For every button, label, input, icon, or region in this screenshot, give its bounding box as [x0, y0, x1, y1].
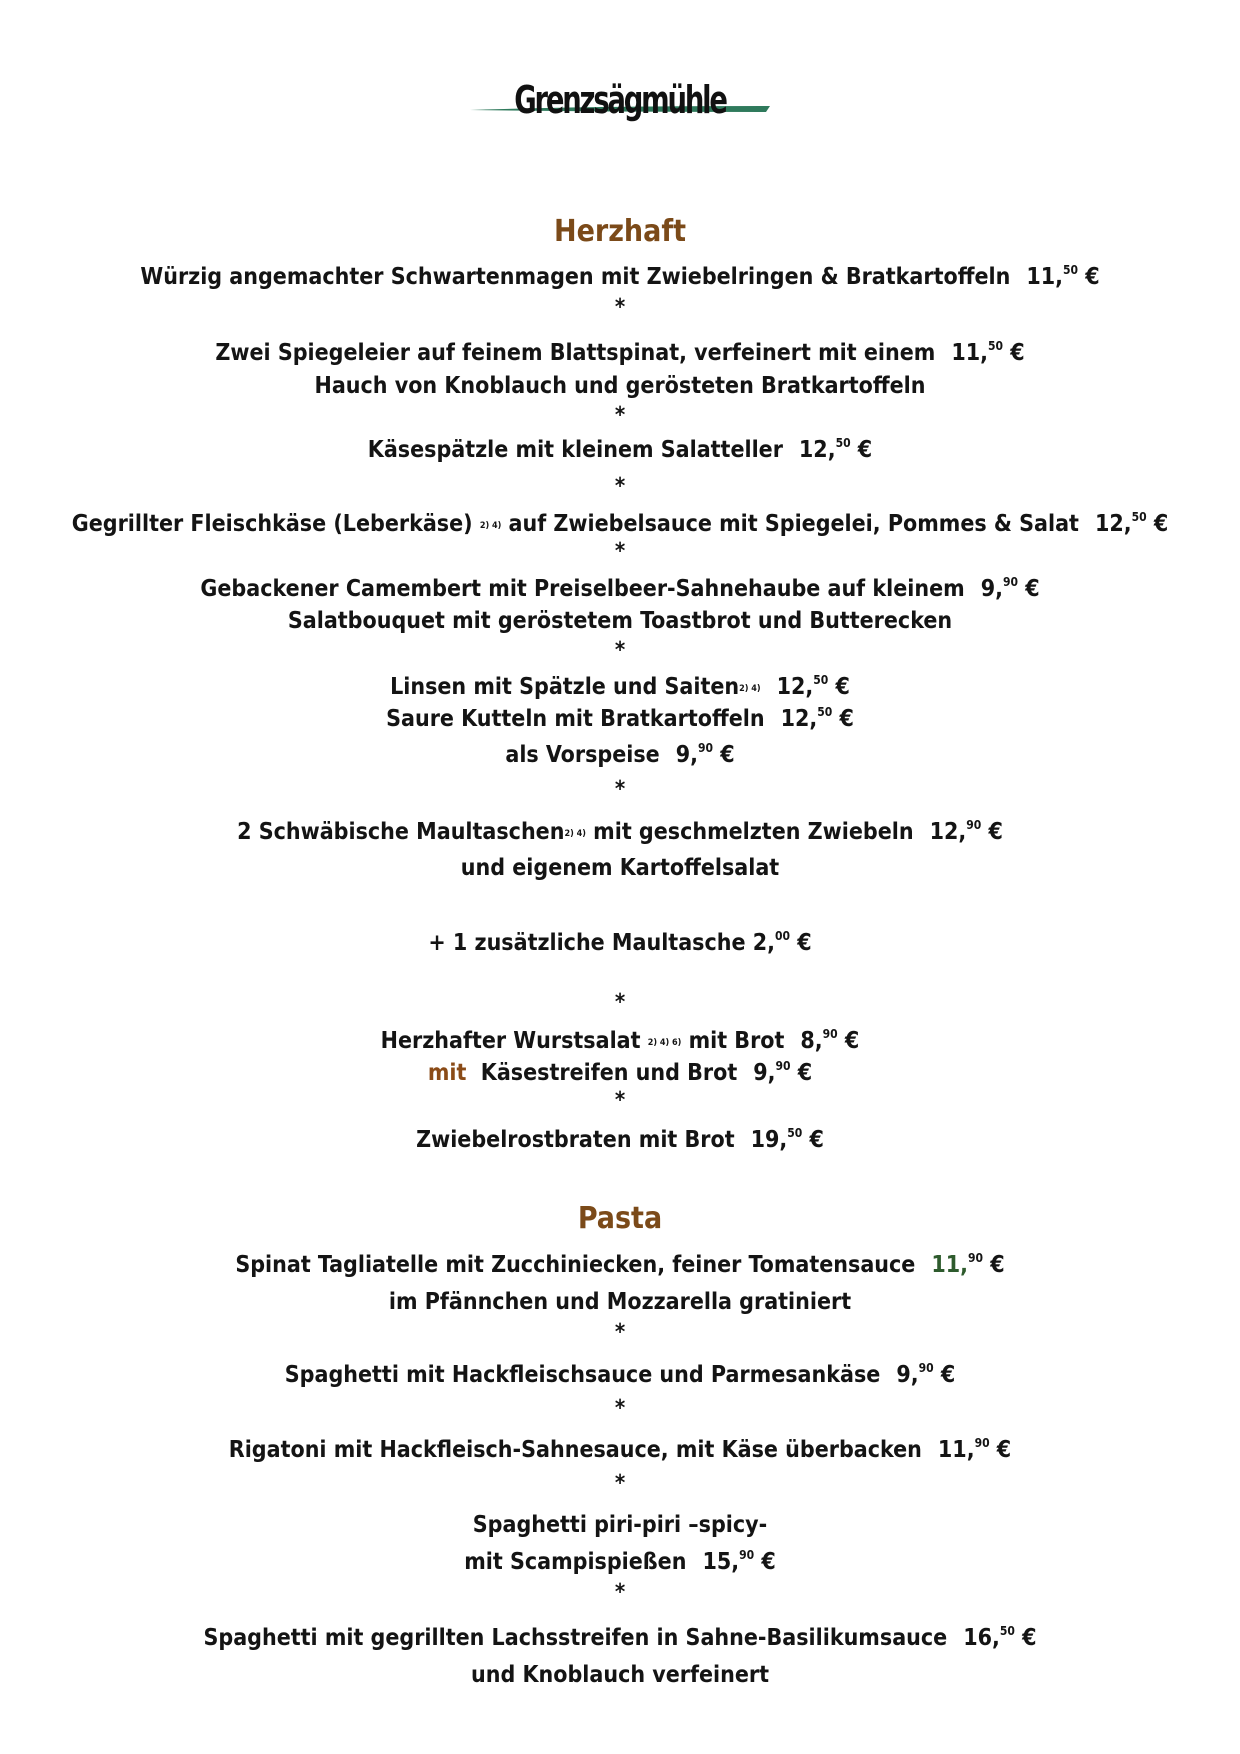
- item-price: 11,50 €: [951, 339, 1025, 366]
- item-price: 12,50 €: [798, 436, 873, 463]
- menu-item: + 1 zusätzliche Maultasche 2,00 €: [428, 929, 812, 956]
- item-text: Spinat Tagliatelle mit Zucchiniecken, feiner Tomatensauce: [235, 1252, 916, 1278]
- item-price: 12,90 €: [929, 818, 1003, 845]
- separator-star: *: [614, 777, 626, 802]
- item-price: 9,90 €: [896, 1361, 956, 1388]
- item-price: 12,50 €: [776, 673, 850, 700]
- separator-star: *: [614, 1320, 626, 1345]
- item-text: Saure Kutteln mit Bratkartoffeln: [386, 706, 765, 732]
- menu-item: [0, 1026, 1240, 1056]
- menu-item: [0, 262, 1240, 292]
- footnote: 2) 4): [564, 829, 586, 839]
- item-text: Spaghetti piri-piri –spicy-: [472, 1512, 768, 1538]
- item-text: Gegrillter Fleischkäse (Leberkäse): [71, 511, 473, 537]
- section-heading-pasta: Pasta: [577, 1201, 663, 1236]
- item-text: Spaghetti mit gegrillten Lachsstreifen in Sahne-Basilikumsauce: [203, 1625, 948, 1651]
- item-price: 16,50 €: [963, 1624, 1037, 1651]
- footnote: 2) 4): [739, 684, 761, 694]
- item-text: mit geschmelzten Zwiebeln: [593, 819, 914, 845]
- menu-item: [0, 817, 1240, 847]
- item-text: mit Brot: [688, 1028, 785, 1054]
- separator-star: *: [614, 638, 626, 663]
- section-heading-herzhaft: Herzhaft: [554, 214, 686, 249]
- item-text: als Vorspeise: [505, 742, 660, 768]
- menu-item: [0, 338, 1240, 368]
- menu-item: [0, 1510, 1240, 1540]
- menu-item: [0, 1058, 1240, 1088]
- item-price: 9,90 €: [675, 741, 735, 768]
- separator-star: *: [614, 295, 626, 320]
- item-price: 11,90 €: [931, 1251, 1005, 1278]
- separator-star: *: [614, 1396, 626, 1421]
- menu-item: [0, 1547, 1240, 1577]
- separator-star: *: [614, 1471, 626, 1496]
- item-text: Käsestreifen und Brot: [480, 1060, 738, 1086]
- item-price: 11,90 €: [937, 1436, 1012, 1463]
- item-text: + 1 zusätzliche Maultasche 2,: [428, 930, 775, 956]
- item-text: Zwei Spiegeleier auf feinem Blattspinat, verfeinert mit einem: [215, 340, 936, 366]
- footnote: 2) 4) 6): [647, 1038, 682, 1048]
- item-price: 12,50 €: [1094, 510, 1169, 537]
- item-text: Käsespätzle mit kleinem Salatteller: [367, 437, 783, 463]
- item-text: Gebackener Camembert mit Preiselbeer-Sahnehaube auf kleinem: [200, 576, 965, 602]
- item-text: Rigatoni mit Hackfleisch-Sahnesauce, mit Käse überbacken: [228, 1437, 922, 1463]
- item-text: Würzig angemachter Schwartenmagen mit Zwiebelringen & Bratkartoffeln: [140, 264, 1011, 290]
- item-text-line2: und Knoblauch verfeinert: [471, 1662, 769, 1688]
- item-text: Zwiebelrostbraten mit Brot: [416, 1127, 735, 1153]
- item-price: 9,90 €: [980, 575, 1040, 602]
- item-text: auf Zwiebelsauce mit Spiegelei, Pommes & Salat: [508, 511, 1079, 537]
- menu-item: [0, 704, 1240, 734]
- footnote: 2) 4): [479, 521, 502, 531]
- item-text: Herzhafter Wurstsalat: [380, 1028, 641, 1054]
- item-text: mit Scampispießen: [464, 1549, 687, 1575]
- separator-star: *: [614, 474, 626, 499]
- item-prefix: mit: [427, 1060, 467, 1086]
- menu-item: [0, 1125, 1240, 1155]
- item-text-line2: Salatbouquet mit geröstetem Toastbrot und Butterecken: [287, 608, 953, 634]
- logo-text: Grenzsägmühle: [514, 78, 726, 122]
- item-text-line2: und eigenem Kartoffelsalat: [460, 855, 780, 881]
- menu-item: [0, 1435, 1240, 1465]
- item-text: Spaghetti mit Hackfleischsauce und Parmesankäse: [284, 1362, 881, 1388]
- menu-item: [0, 574, 1240, 604]
- item-price: 15,90 €: [702, 1548, 776, 1575]
- separator-star: *: [614, 990, 626, 1015]
- separator-star: *: [614, 1580, 626, 1605]
- separator-star: *: [614, 1088, 626, 1113]
- item-price: 8,90 €: [800, 1027, 860, 1054]
- logo: [0, 0, 1240, 150]
- item-price: 9,90 €: [753, 1059, 813, 1086]
- item-price: 19,50 €: [750, 1126, 824, 1153]
- menu-item: [0, 1360, 1240, 1390]
- item-text: 2 Schwäbische Maultaschen: [237, 819, 565, 845]
- separator-star: *: [614, 539, 626, 564]
- separator-star: *: [614, 403, 626, 428]
- item-text: Linsen mit Spätzle und Saiten: [390, 674, 740, 700]
- menu-item: [0, 672, 1240, 702]
- item-text-line2: Hauch von Knoblauch und gerösteten Bratkartoffeln: [314, 373, 926, 399]
- menu-item: [0, 509, 1240, 539]
- item-price: 11,50 €: [1026, 263, 1100, 290]
- item-text-line2: im Pfännchen und Mozzarella gratiniert: [388, 1289, 852, 1315]
- menu-item: [0, 1623, 1240, 1653]
- menu-item: [0, 1250, 1240, 1280]
- menu-item: [0, 435, 1240, 465]
- item-price: 12,50 €: [780, 705, 854, 732]
- menu-item: [0, 740, 1240, 770]
